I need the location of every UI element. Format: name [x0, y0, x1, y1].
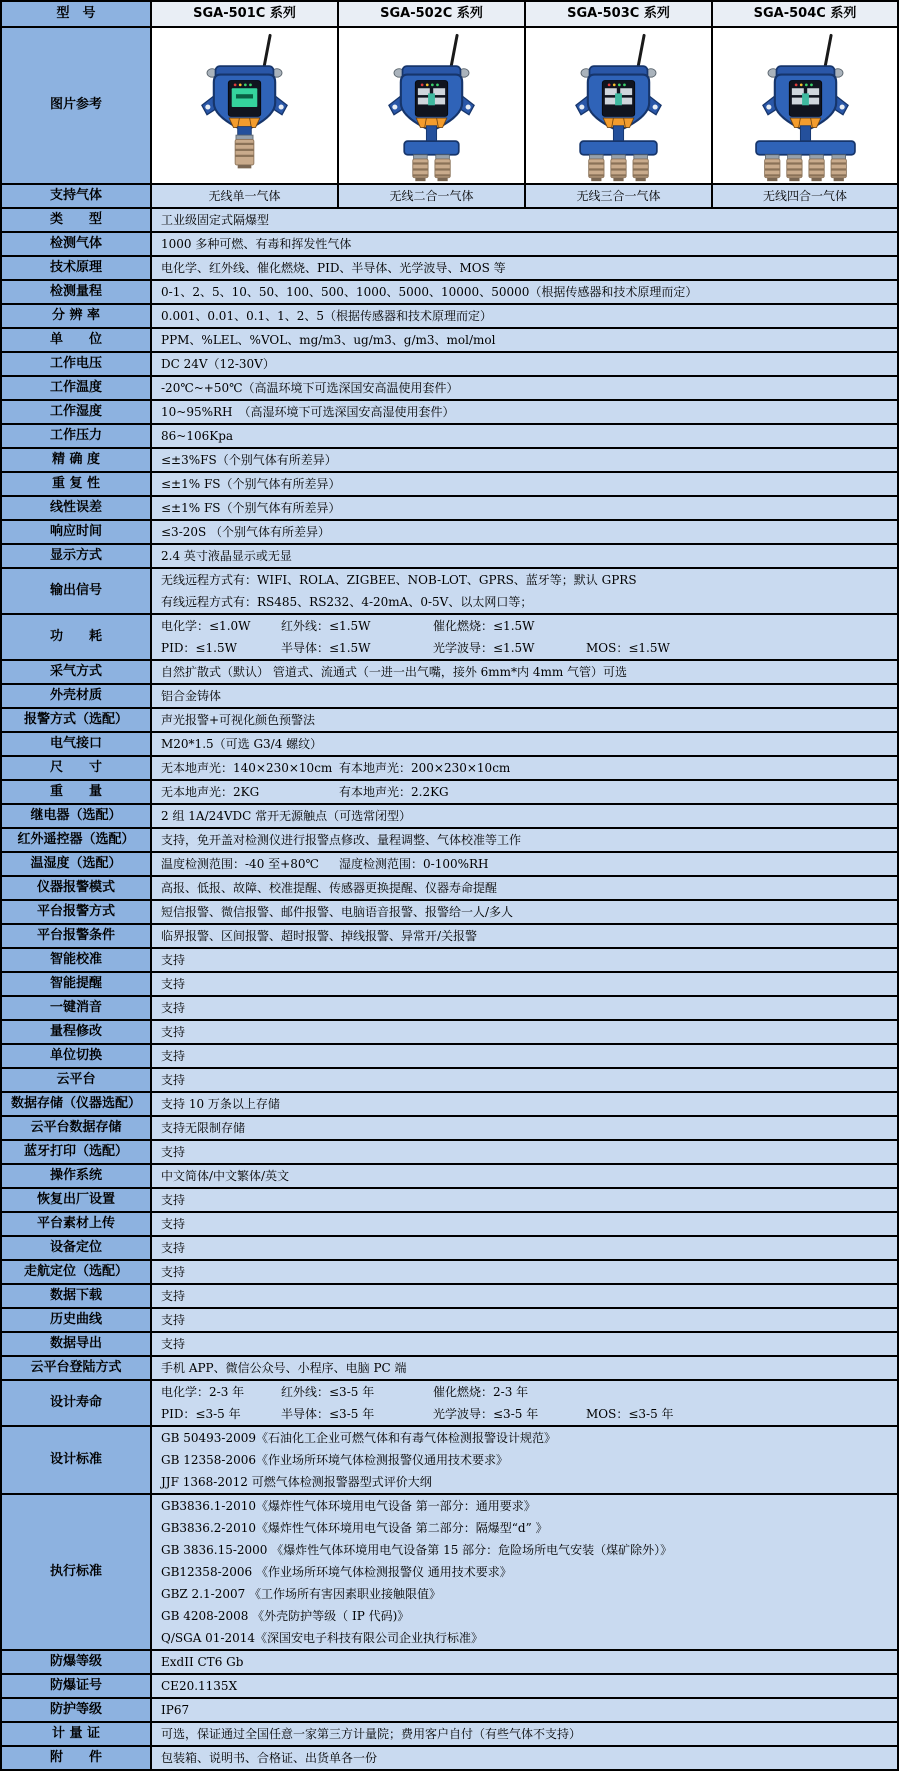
row-value: 支持 — [151, 1044, 898, 1068]
row-value: 2.4 英寸液晶显示或无显 — [151, 544, 898, 568]
row-value-segment: 半导体：≤1.5W — [281, 641, 371, 655]
table-row — [1, 1380, 898, 1426]
row-value-segment: 无本地声光：2KG — [161, 785, 260, 799]
row-label: 历史曲线 — [1, 1308, 151, 1332]
row-label: 响应时间 — [1, 520, 151, 544]
table-row — [1, 1164, 898, 1188]
row-value-line — [161, 757, 893, 779]
row-label: 平台报警方式 — [1, 900, 151, 924]
row-label: 单位切换 — [1, 1044, 151, 1068]
row-value: ≤3-20S （个别气体有所差异） — [151, 520, 898, 544]
table-row — [1, 208, 898, 232]
row-value-segment: 光学波导：≤1.5W — [433, 641, 535, 655]
table-row — [1, 1068, 898, 1092]
row-label: 工作压力 — [1, 424, 151, 448]
table-row — [1, 568, 898, 614]
model-header: SGA-504C 系列 — [712, 1, 898, 27]
row-value — [151, 756, 898, 780]
row-value: DC 24V（12-30V） — [151, 352, 898, 376]
table-row — [1, 1650, 898, 1674]
table-row — [1, 1494, 898, 1650]
table-row — [1, 1284, 898, 1308]
row-value-line: GB 50493-2009《石油化工企业可燃气体和有毒气体检测报警设计规范》 — [161, 1431, 556, 1445]
row-value-line: GB3836.2-2010《爆炸性气体环境用电气设备 第二部分：隔爆型“d” 》 — [161, 1521, 548, 1535]
row-value: 支持 — [151, 1260, 898, 1284]
row-label: 继电器（选配） — [1, 804, 151, 828]
row-label: 精 确 度 — [1, 448, 151, 472]
table-row — [1, 1236, 898, 1260]
table-row — [1, 780, 898, 804]
table-row — [1, 900, 898, 924]
row-label: 防爆证号 — [1, 1674, 151, 1698]
table-row — [1, 852, 898, 876]
table-row — [1, 1020, 898, 1044]
image-cell — [525, 27, 712, 184]
row-value: 0.001、0.01、0.1、1、2、5（根据传感器和技术原理而定） — [151, 304, 898, 328]
row-value: 1000 多种可燃、有毒和挥发性气体 — [151, 232, 898, 256]
row-value-segment: 无本地声光：140×230×10cm — [161, 761, 333, 775]
table-row — [1, 614, 898, 660]
image-cell — [712, 27, 898, 184]
row-value-segment: 催化燃烧：2-3 年 — [433, 1385, 529, 1399]
row-value: ≤±3%FS（个别气体有所差异） — [151, 448, 898, 472]
row-label: 检测气体 — [1, 232, 151, 256]
row-label: 数据存储（仪器选配） — [1, 1092, 151, 1116]
row-label: 蓝牙打印（选配） — [1, 1140, 151, 1164]
row-label: 温湿度（选配） — [1, 852, 151, 876]
row-label: 执行标准 — [1, 1494, 151, 1650]
row-value: 86~106Kpa — [151, 424, 898, 448]
row-value: IP67 — [151, 1698, 898, 1722]
row-value-line: GBZ 2.1-2007 《工作场所有害因素职业接触限值》 — [161, 1587, 442, 1601]
row-label: 设计寿命 — [1, 1380, 151, 1426]
row-value: 支持，免开盖对检测仪进行报警点修改、量程调整、气体校准等工作 — [151, 828, 898, 852]
table-row — [1, 1674, 898, 1698]
row-value-segment: 电化学：2-3 年 — [161, 1385, 245, 1399]
row-value-line — [161, 853, 893, 875]
row-value: 支持 — [151, 972, 898, 996]
row-value — [151, 568, 898, 614]
row-label: 检测量程 — [1, 280, 151, 304]
row-label: 云平台登陆方式 — [1, 1356, 151, 1380]
table-row — [1, 1698, 898, 1722]
row-value: 10~95%RH （高湿环境下可选深国安高湿使用套件） — [151, 400, 898, 424]
row-label: 线性误差 — [1, 496, 151, 520]
row-value: 无线二合一气体 — [338, 184, 525, 208]
image-cell — [151, 27, 338, 184]
row-label: 数据导出 — [1, 1332, 151, 1356]
row-value: 支持 — [151, 1188, 898, 1212]
row-value: PPM、%LEL、%VOL、mg/m3、ug/m3、g/m3、mol/mol — [151, 328, 898, 352]
row-label: 走航定位（选配） — [1, 1260, 151, 1284]
row-value: CE20.1135X — [151, 1674, 898, 1698]
row-value: 支持 — [151, 1332, 898, 1356]
row-label: 输出信号 — [1, 568, 151, 614]
row-value: 支持 — [151, 1020, 898, 1044]
gas-detector-1-sensor-image — [166, 32, 323, 182]
row-value: 支持无限制存储 — [151, 1116, 898, 1140]
row-value-segment: MOS：≤3-5 年 — [586, 1407, 674, 1421]
table-row — [1, 520, 898, 544]
row-value: 支持 — [151, 1140, 898, 1164]
row-label: 分 辨 率 — [1, 304, 151, 328]
table-row — [1, 472, 898, 496]
row-value-line — [161, 1403, 893, 1425]
table-row — [1, 280, 898, 304]
table-row — [1, 1426, 898, 1494]
row-label: 单 位 — [1, 328, 151, 352]
row-value: 2 组 1A/24VDC 常开无源触点（可选常闭型） — [151, 804, 898, 828]
row-value: 短信报警、微信报警、邮件报警、电脑语音报警、报警给一人/多人 — [151, 900, 898, 924]
row-label: 设备定位 — [1, 1236, 151, 1260]
row-value — [151, 780, 898, 804]
row-value: 支持 — [151, 996, 898, 1020]
row-value-segment: 有本地声光：200×230×10cm — [339, 761, 511, 775]
row-value-segment: 温度检测范围：-40 至+80℃ — [161, 857, 319, 871]
row-label: 恢复出厂设置 — [1, 1188, 151, 1212]
table-row — [1, 1356, 898, 1380]
row-label: 计 量 证 — [1, 1722, 151, 1746]
row-value-line — [161, 615, 893, 637]
table-row — [1, 732, 898, 756]
row-value: 支持 — [151, 1308, 898, 1332]
table-row-header — [1, 1, 898, 27]
row-value: 支持 — [151, 1068, 898, 1092]
table-row — [1, 232, 898, 256]
row-value: 无线单一气体 — [151, 184, 338, 208]
table-row — [1, 544, 898, 568]
row-value-line — [161, 1381, 893, 1403]
row-label: 云平台数据存储 — [1, 1116, 151, 1140]
table-row — [1, 756, 898, 780]
row-value — [151, 1426, 898, 1494]
row-value: -20℃~+50℃（高温环境下可选深国安高温使用套件） — [151, 376, 898, 400]
row-label: 量程修改 — [1, 1020, 151, 1044]
spec-table-body — [1, 1, 898, 1770]
table-row — [1, 1140, 898, 1164]
table-row — [1, 1722, 898, 1746]
row-value: 支持 — [151, 1212, 898, 1236]
row-label: 尺 寸 — [1, 756, 151, 780]
row-value-line: 无线远程方式有：WIFI、ROLA、ZIGBEE、NOB-LOT、GPRS、蓝牙等；默认 GPRS — [161, 573, 637, 587]
table-row — [1, 708, 898, 732]
table-row — [1, 684, 898, 708]
row-value-segment: PID：≤3-5 年 — [161, 1407, 241, 1421]
row-label: 工作湿度 — [1, 400, 151, 424]
row-label: 防爆等级 — [1, 1650, 151, 1674]
row-label: 支持气体 — [1, 184, 151, 208]
row-label: 云平台 — [1, 1068, 151, 1092]
row-value-segment: 红外线：≤1.5W — [281, 619, 371, 633]
row-label: 红外遥控器（选配） — [1, 828, 151, 852]
row-label: 设计标准 — [1, 1426, 151, 1494]
row-label: 显示方式 — [1, 544, 151, 568]
row-label: 类 型 — [1, 208, 151, 232]
row-value: 自然扩散式（默认） 管道式、流通式（一进一出气嘴，接外 6mm*内 4mm 气管）可选 — [151, 660, 898, 684]
row-value-line: GB 3836.15-2000 《爆炸性气体环境用电气设备第 15 部分：危险场所电气安装（煤矿除外）》 — [161, 1543, 673, 1557]
row-value: 工业级固定式隔爆型 — [151, 208, 898, 232]
row-label: 技术原理 — [1, 256, 151, 280]
row-value: 支持 10 万条以上存储 — [151, 1092, 898, 1116]
model-header: SGA-503C 系列 — [525, 1, 712, 27]
row-value-line: GB 4208-2008 《外壳防护等级（ IP 代码)》 — [161, 1609, 410, 1623]
row-value-segment: 湿度检测范围：0-100%RH — [339, 857, 489, 871]
row-label: 重 复 性 — [1, 472, 151, 496]
table-row — [1, 352, 898, 376]
row-label: 仪器报警模式 — [1, 876, 151, 900]
row-value-line — [161, 781, 893, 803]
row-value — [151, 1380, 898, 1426]
gas-detector-2-sensor-image — [353, 32, 510, 182]
row-value — [151, 852, 898, 876]
table-row — [1, 876, 898, 900]
row-value-segment: 催化燃烧：≤1.5W — [433, 619, 535, 633]
row-value: 支持 — [151, 1236, 898, 1260]
row-value: 临界报警、区间报警、超时报警、掉线报警、异常开/关报警 — [151, 924, 898, 948]
row-value: 高报、低报、故障、校准提醒、传感器更换提醒、仪器寿命提醒 — [151, 876, 898, 900]
table-row — [1, 328, 898, 352]
row-value: 包装箱、说明书、合格证、出货单各一份 — [151, 1746, 898, 1770]
row-value-line — [161, 637, 893, 659]
row-value: 声光报警+可视化颜色预警法 — [151, 708, 898, 732]
row-value: 支持 — [151, 948, 898, 972]
table-row — [1, 1308, 898, 1332]
table-row — [1, 804, 898, 828]
table-row — [1, 1212, 898, 1236]
row-value-line: JJF 1368-2012 可燃气体检测报警器型式评价大纲 — [161, 1475, 432, 1489]
table-row — [1, 1260, 898, 1284]
row-value-line: Q/SGA 01-2014《深国安电子科技有限公司企业执行标准》 — [161, 1631, 484, 1645]
row-value: 可选，保证通过全国任意一家第三方计量院；费用客户自付（有些气体不支持） — [151, 1722, 898, 1746]
table-row — [1, 256, 898, 280]
row-label: 智能提醒 — [1, 972, 151, 996]
row-value: 支持 — [151, 1284, 898, 1308]
row-value-line: GB12358-2006 《作业场所环境气体检测报警仪 通用技术要求》 — [161, 1565, 512, 1579]
row-value — [151, 1494, 898, 1650]
row-label: 工作温度 — [1, 376, 151, 400]
row-value-segment: 半导体：≤3-5 年 — [281, 1407, 375, 1421]
row-value: 电化学、红外线、催化燃烧、PID、半导体、光学波导、MOS 等 — [151, 256, 898, 280]
row-value: 手机 APP、微信公众号、小程序、电脑 PC 端 — [151, 1356, 898, 1380]
row-value: 0-1、2、5、10、50、100、500、1000、5000、10000、50000（根据传感器和技术原理而定） — [151, 280, 898, 304]
image-row-label: 图片参考 — [1, 27, 151, 184]
row-label: 数据下载 — [1, 1284, 151, 1308]
table-row — [1, 304, 898, 328]
table-row — [1, 1332, 898, 1356]
row-label: 平台素材上传 — [1, 1212, 151, 1236]
table-row — [1, 1116, 898, 1140]
row-value-segment: PID：≤1.5W — [161, 641, 237, 655]
row-value: 铝合金铸体 — [151, 684, 898, 708]
header-model-label: 型 号 — [1, 1, 151, 27]
table-row — [1, 948, 898, 972]
row-value-segment: 有本地声光：2.2KG — [339, 785, 449, 799]
table-row — [1, 400, 898, 424]
row-value: ExdII CT6 Gb — [151, 1650, 898, 1674]
table-row-images — [1, 27, 898, 184]
table-row — [1, 972, 898, 996]
table-row — [1, 1092, 898, 1116]
row-value: ≤±1% FS（个别气体有所差异） — [151, 472, 898, 496]
row-value: M20*1.5（可选 G3/4 螺纹） — [151, 732, 898, 756]
row-label: 工作电压 — [1, 352, 151, 376]
gas-detector-3-sensor-image — [540, 32, 697, 182]
row-label: 重 量 — [1, 780, 151, 804]
row-value: 无线四合一气体 — [712, 184, 898, 208]
row-value-line: GB 12358-2006《作业场所环境气体检测报警仪通用技术要求》 — [161, 1453, 508, 1467]
table-row — [1, 184, 898, 208]
row-value-segment: 光学波导：≤3-5 年 — [433, 1407, 539, 1421]
row-label: 采气方式 — [1, 660, 151, 684]
row-value-line: 有线远程方式有：RS485、RS232、4-20mA、0-5V、以太网口等； — [161, 595, 533, 609]
table-row — [1, 1044, 898, 1068]
row-label: 智能校准 — [1, 948, 151, 972]
table-row — [1, 660, 898, 684]
table-row — [1, 1746, 898, 1770]
row-value-segment: MOS：≤1.5W — [586, 641, 670, 655]
row-value: 中文简体/中文繁体/英文 — [151, 1164, 898, 1188]
row-label: 外壳材质 — [1, 684, 151, 708]
model-header: SGA-501C 系列 — [151, 1, 338, 27]
image-cell — [338, 27, 525, 184]
row-value-segment: 电化学：≤1.0W — [161, 619, 251, 633]
gas-detector-4-sensor-image — [727, 32, 884, 182]
row-label: 功 耗 — [1, 614, 151, 660]
row-label: 一键消音 — [1, 996, 151, 1020]
table-row — [1, 424, 898, 448]
row-label: 平台报警条件 — [1, 924, 151, 948]
row-label: 附 件 — [1, 1746, 151, 1770]
table-row — [1, 376, 898, 400]
row-value-line: GB3836.1-2010《爆炸性气体环境用电气设备 第一部分：通用要求》 — [161, 1499, 536, 1513]
table-row — [1, 828, 898, 852]
table-row — [1, 448, 898, 472]
row-label: 操作系统 — [1, 1164, 151, 1188]
row-label: 报警方式（选配） — [1, 708, 151, 732]
row-label: 电气接口 — [1, 732, 151, 756]
table-row — [1, 996, 898, 1020]
row-value: ≤±1% FS（个别气体有所差异） — [151, 496, 898, 520]
row-label: 防护等级 — [1, 1698, 151, 1722]
row-value — [151, 614, 898, 660]
table-row — [1, 924, 898, 948]
table-row — [1, 496, 898, 520]
table-row — [1, 1188, 898, 1212]
model-header: SGA-502C 系列 — [338, 1, 525, 27]
row-value-segment: 红外线：≤3-5 年 — [281, 1385, 375, 1399]
row-value: 无线三合一气体 — [525, 184, 712, 208]
